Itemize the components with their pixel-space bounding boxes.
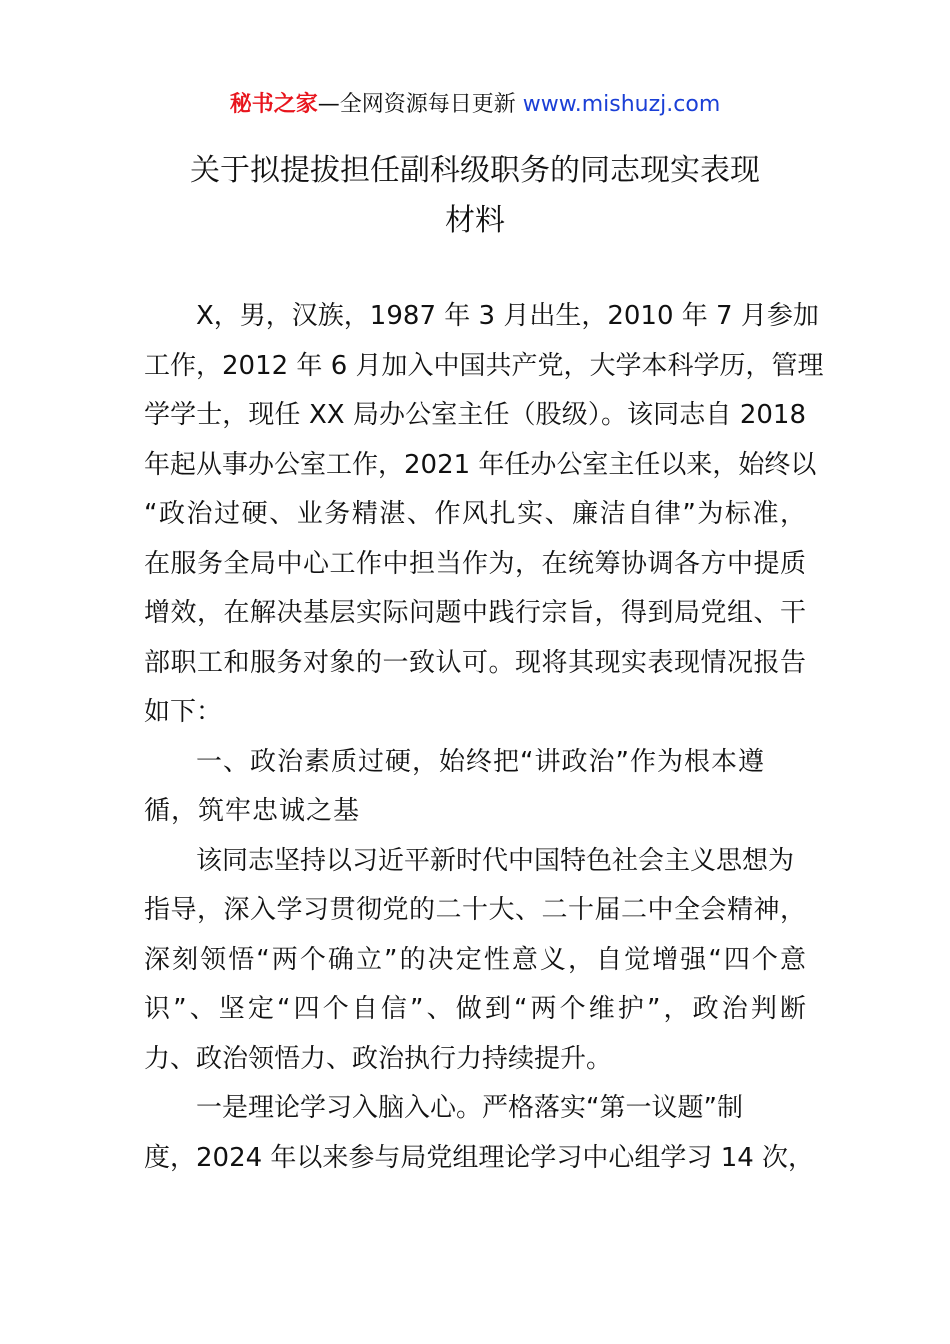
paragraph-line: 识”、坚定“四个自信”、做到“两个维护”，政治判断 (144, 994, 806, 1024)
paragraph-line: 在服务全局中心工作中担当作为，在统筹协调各方中提质 (144, 548, 806, 579)
paragraph-line: 深刻领悟“两个确立”的决定性意义，自觉增强“四个意 (144, 944, 806, 975)
heading-line: 一、政治素质过硬，始终把“讲政治”作为根本遵 (196, 746, 765, 777)
section-1-paragraph (144, 837, 806, 1085)
header-tagline: —全网资源每日更新 (317, 92, 523, 117)
paragraph-line: 增效，在解决基层实际问题中践行宗旨，得到局党组、干 (144, 598, 806, 628)
brand-name: 秘书之家 (229, 92, 318, 117)
paragraph-line: X，男，汉族，1987 年 3 月出生，2010 年 7 月参加 (196, 301, 819, 331)
section-heading-1 (144, 738, 806, 837)
paragraph-line: 部职工和服务对象的一致认可。现将其现实表现情况报告 (144, 647, 806, 678)
paragraph-line: 学学士，现任 XX 局办公室主任（股级）。该同志自 2018 (144, 400, 806, 430)
site-url-link[interactable]: www.mishuzj.com (522, 92, 721, 117)
paragraph-line: 度，2024 年以来参与局党组理论学习中心组学习 14 次， (144, 1142, 815, 1173)
document-title-line-2: 材料 (445, 203, 505, 238)
paragraph-line: 力、政治领悟力、政治执行力持续提升。 (144, 1043, 613, 1074)
paragraph-line: 一是理论学习入脑入心。严格落实“第一议题”制 (196, 1093, 743, 1123)
document-title-line-1: 关于拟提拔担任副科级职务的同志现实表现 (190, 153, 760, 188)
paragraph-line: 如下： (144, 697, 223, 727)
paragraph-line: 年起从事办公室工作，2021 年任办公室主任以来，始终以 (144, 449, 817, 480)
site-header-banner (0, 88, 950, 122)
paragraph-line: 该同志坚持以习近平新时代中国特色社会主义思想为 (196, 845, 795, 876)
document-title (150, 146, 800, 246)
paragraph-line: 工作，2012 年 6 月加入中国共产党，大学本科学历，管理 (144, 350, 824, 381)
subpoint-1-paragraph (144, 1084, 815, 1183)
paragraph-line: 指导，深入学习贯彻党的二十大、二十届二中全会精神， (144, 895, 806, 925)
document-body (144, 292, 824, 1183)
heading-line: 循，筑牢忠诚之基 (144, 796, 361, 826)
intro-paragraph (144, 292, 824, 738)
paragraph-line: “政治过硬、业务精湛、作风扎实、廉洁自律”为标准， (144, 499, 806, 529)
